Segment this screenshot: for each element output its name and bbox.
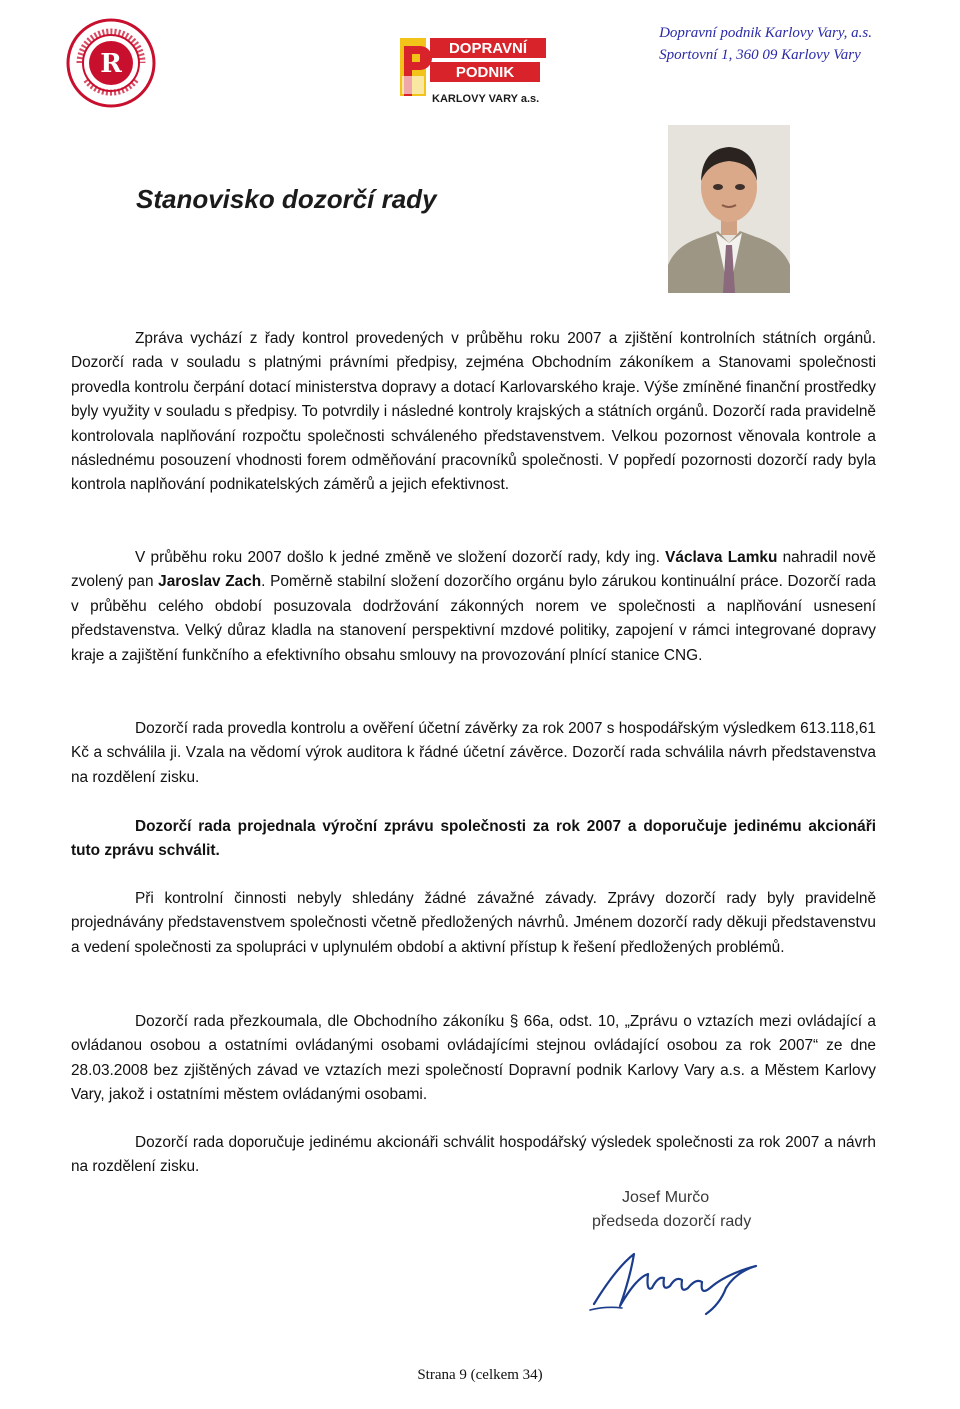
paragraph-2 <box>71 546 876 668</box>
portrait-photo <box>668 125 790 293</box>
paragraph-2-text-c: nahradil nově zvolený pan <box>71 549 876 591</box>
former-member-name: Václava Lamku <box>665 549 778 566</box>
svg-text:R: R <box>100 49 122 79</box>
paragraph-2-text-a: V průběhu roku 2007 došlo k jedné změně ve složení dozorčí rady, kdy ing. <box>135 549 666 566</box>
page-number: Strana 9 (celkem 34) <box>417 1367 543 1383</box>
paragraph-2-text-e: . Poměrně stabilní složení dozorčího orgánu bylo zárukou kontinuální práce. Dozorčí rada v průběhu celého období posuzovala dodržování zákonných norem ve společnosti a naplňování usnesení představenstva. Velký důraz kladla na stanovení perspektivní mzdové politiky, zapojení v rámci integrované dopravy kraje a zajištění funkčního a efektivního obsahu smlouvy na provozování plnící stanice CNG. <box>71 573 876 664</box>
signature-block <box>592 1186 751 1234</box>
lloyds-register-seal <box>66 18 156 108</box>
dopravni-podnik-logo <box>400 32 550 106</box>
paragraph-1 <box>71 327 876 498</box>
paragraph-1-text: Zpráva vychází z řady kontrol provedených v průběhu roku 2007 a zjištění kontrolních státních orgánů. Dozorčí rada v souladu s platnými právními předpisy, zejména Obchodním zákoníkem a Stanovami společnosti provedla kontrolu čerpání dotací ministerstva dopravy a dotací Karlovarského kraje. Výše zmíněné finanční prostředky byly využity v souladu s předpisy. To potvrdily i následné kontroly krajských a státních orgánů. Dozorčí rada pravidelně kontrolovala naplňování rozpočtu společnosti schváleného představenstvem. Velkou pozornost věnovala kontrole a následnému posouzení vhodnosti forem odměňování pracovníků společnosti. V popředí pozornosti dozorčí rady byla kontrola naplňování podnikatelských záměrů a jejich efektivnost. <box>71 330 876 494</box>
page-title: Stanovisko dozorčí rady <box>136 184 437 214</box>
company-header <box>659 22 872 66</box>
signatory-name: Josef Murčo <box>622 1189 710 1206</box>
paragraph-7-text: Dozorčí rada doporučuje jedinému akcionáři schválit hospodářský výsledek společnosti za rok 2007 a návrh na rozdělení zisku. <box>71 1134 876 1176</box>
paragraph-3 <box>71 717 876 790</box>
paragraph-5 <box>71 887 876 960</box>
paragraph-5-text: Při kontrolní činnosti nebyly shledány žádné závažné závady. Zprávy dozorčí rady byly pravidelně projednávány představenstvem společnosti včetně předložených návrhů. Jménem dozorčí rady děkuji představenstvu a vedení společnosti za spolupráci v uplynulém období a aktivní přístup k řešení předložených problémů. <box>71 890 876 956</box>
paragraph-7 <box>71 1131 876 1180</box>
company-address: Sportovní 1, 360 09 Karlovy Vary <box>659 47 861 63</box>
paragraph-3-text: Dozorčí rada provedla kontrolu a ověření účetní závěrky za rok 2007 s hospodářským výsledkem 613.118,61 Kč a schválila ji. Vzala na vědomí výrok auditora k řádné účetní závěrce. Dozorčí rada schválila návrh představenstva na rozdělení zisku. <box>71 720 876 786</box>
handwritten-signature <box>586 1248 786 1318</box>
paragraph-4-text: Dozorčí rada projednala výroční zprávu společnosti za rok 2007 a doporučuje jedinému akcionáři tuto zprávu schválit. <box>71 818 876 860</box>
company-name: Dopravní podnik Karlovy Vary, a.s. <box>659 25 872 41</box>
signatory-role: předseda dozorčí rady <box>592 1213 752 1230</box>
svg-text:KARLOVY VARY a.s.: KARLOVY VARY a.s. <box>432 93 540 105</box>
svg-text:PODNIK: PODNIK <box>455 64 515 81</box>
paragraph-6-text: Dozorčí rada přezkoumala, dle Obchodního zákoníku § 66a, odst. 10, „Zprávu o vztazích mezi ovládající a ovládanou osobou a ostatními ovládanými osobami ovládajícími stejnou ovládající osobou za rok 2007“ ze dne 28.03.2008 bez zjištěných závad ve vztazích mezi společností Dopravní podnik Karlovy Vary a.s. a Městem Karlovy Vary, jakož i ostatními městem ovládanými osobami. <box>71 1013 876 1104</box>
svg-text:DOPRAVNÍ: DOPRAVNÍ <box>448 40 528 57</box>
paragraph-4-recommendation <box>71 815 876 864</box>
new-member-name: Jaroslav Zach <box>158 573 262 591</box>
paragraph-6 <box>71 1010 876 1108</box>
